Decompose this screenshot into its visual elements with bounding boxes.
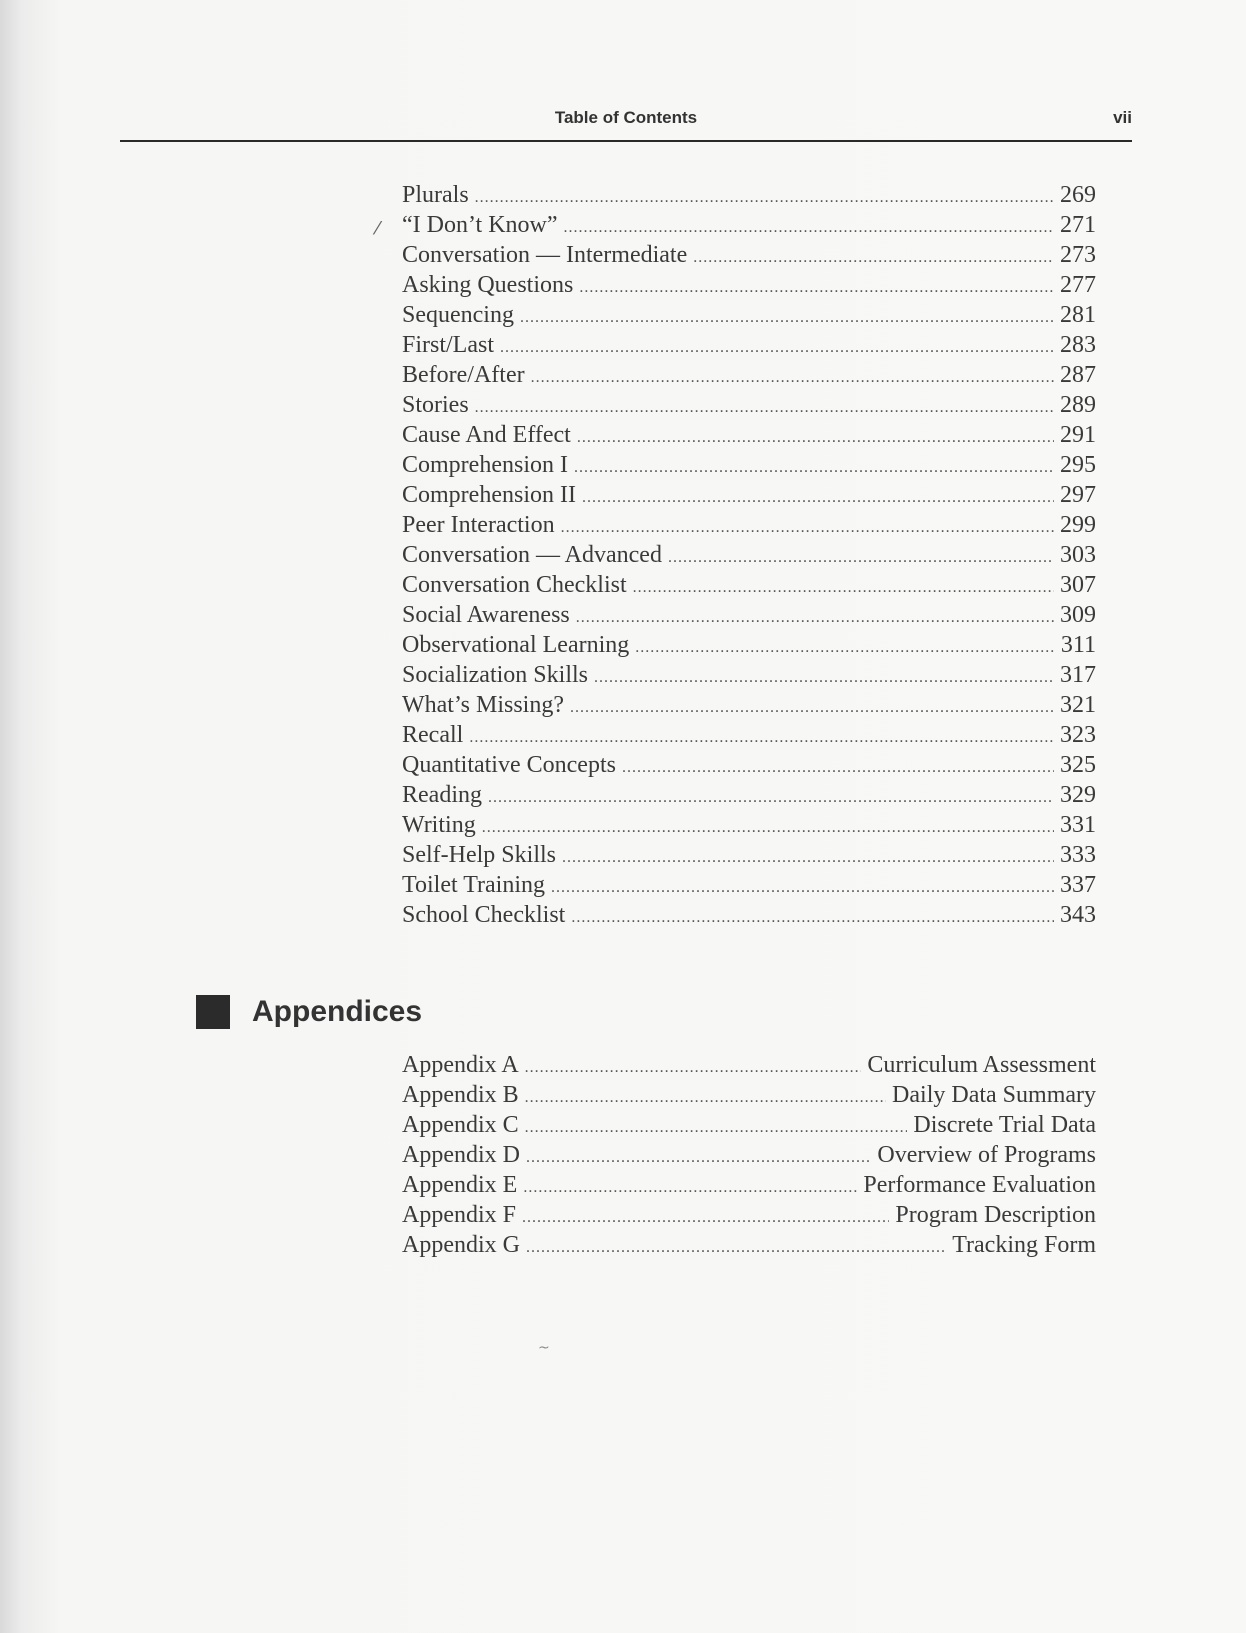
appendices-heading (196, 994, 422, 1030)
dot-leader (525, 1059, 862, 1077)
dot-leader (520, 309, 1054, 327)
appendix-label: Appendix E (402, 1172, 518, 1198)
toc-entry-title: Recall (402, 722, 464, 748)
dot-leader (500, 339, 1054, 357)
toc-entry-page: 321 (1060, 692, 1096, 718)
toc-entry-title: Stories (402, 392, 469, 418)
toc-entry (402, 842, 1096, 872)
dot-leader (482, 819, 1054, 837)
toc-entry-title: Sequencing (402, 302, 514, 328)
dot-leader (526, 1149, 871, 1167)
toc-entry-page: 277 (1060, 272, 1096, 298)
dot-leader (488, 789, 1054, 807)
toc-entry-page: 303 (1060, 542, 1096, 568)
toc-entry-title: Conversation Checklist (402, 572, 627, 598)
dot-leader (579, 279, 1054, 297)
toc-entry (402, 212, 1096, 242)
pencil-tick-mark: ⁄ (376, 218, 380, 239)
toc-entry (402, 752, 1096, 782)
dot-leader (574, 459, 1054, 477)
dot-leader (475, 189, 1054, 207)
toc-entry (402, 242, 1096, 272)
toc-entry-page: 273 (1060, 242, 1096, 268)
toc-entry-title: Comprehension II (402, 482, 576, 508)
toc-entry (402, 302, 1096, 332)
dot-leader (633, 579, 1054, 597)
toc-entry-page: 309 (1060, 602, 1096, 628)
toc-entry-page: 343 (1060, 902, 1096, 928)
appendix-label: Appendix A (402, 1052, 519, 1078)
toc-entry-page: 269 (1060, 182, 1096, 208)
toc-entry (402, 722, 1096, 752)
toc-entry (402, 272, 1096, 302)
toc-entry-title: Before/After (402, 362, 525, 388)
dot-leader (531, 369, 1054, 387)
dot-leader (551, 879, 1054, 897)
toc-entry (402, 182, 1096, 212)
dot-leader (525, 1119, 908, 1137)
dot-leader (523, 1179, 857, 1197)
toc-entry-page: 291 (1060, 422, 1096, 448)
dot-leader (571, 909, 1054, 927)
toc-entry (402, 812, 1096, 842)
toc-entry-title: Observational Learning (402, 632, 630, 658)
toc-entry-page: 307 (1060, 572, 1096, 598)
stray-mark: ~ (538, 1340, 550, 1356)
running-header (120, 106, 1132, 142)
toc-entry-page: 289 (1060, 392, 1096, 418)
dot-leader (564, 219, 1054, 237)
toc-entry-page: 337 (1060, 872, 1096, 898)
toc-entry-title: Socialization Skills (402, 662, 588, 688)
toc-entry-title: Reading (402, 782, 482, 808)
toc-entry-title: Conversation — Intermediate (402, 242, 688, 268)
dot-leader (693, 249, 1054, 267)
toc-entry-page: 325 (1060, 752, 1096, 778)
toc-entry-title: Peer Interaction (402, 512, 555, 538)
toc-entry (402, 482, 1096, 512)
appendix-label: Appendix B (402, 1082, 519, 1108)
toc-entry (402, 902, 1096, 932)
toc-entry-title: Cause And Effect (402, 422, 571, 448)
appendix-entry (402, 1082, 1096, 1112)
toc-entry (402, 452, 1096, 482)
appendix-label: Appendix C (402, 1112, 519, 1138)
appendix-label: Appendix D (402, 1142, 520, 1168)
dot-leader (577, 429, 1054, 447)
dot-leader (594, 669, 1054, 687)
section-bullet-square (196, 995, 230, 1029)
dot-leader (522, 1209, 889, 1227)
toc-entry (402, 422, 1096, 452)
toc-entry-page: 295 (1060, 452, 1096, 478)
header-title: Table of Contents (554, 108, 698, 127)
dot-leader (576, 609, 1054, 627)
toc-entry-page: 299 (1060, 512, 1096, 538)
dot-leader (562, 849, 1054, 867)
toc-entry-page: 317 (1060, 662, 1096, 688)
toc-entry-title: Asking Questions (402, 272, 574, 298)
toc-entry (402, 632, 1096, 662)
toc-entry-title: What’s Missing? (402, 692, 564, 718)
toc-entry-title: Self-Help Skills (402, 842, 556, 868)
toc-entry-page: 283 (1060, 332, 1096, 358)
dot-leader (570, 699, 1054, 717)
toc-list (402, 182, 1096, 932)
dot-leader (475, 399, 1054, 417)
toc-entry-title: “I Don’t Know” (402, 212, 558, 238)
appendix-entry (402, 1052, 1096, 1082)
toc-entry-page: 333 (1060, 842, 1096, 868)
toc-entry (402, 782, 1096, 812)
appendix-description: Tracking Form (952, 1232, 1096, 1258)
appendices-heading-text: Appendices (252, 995, 423, 1028)
toc-entry-title: Toilet Training (402, 872, 546, 898)
toc-entry (402, 692, 1096, 722)
toc-entry-title: Writing (402, 812, 476, 838)
appendix-entry (402, 1232, 1096, 1262)
toc-entry-page: 281 (1060, 302, 1096, 328)
toc-entry (402, 362, 1096, 392)
toc-entry-title: First/Last (402, 332, 495, 358)
toc-entry (402, 602, 1096, 632)
toc-entry-page: 329 (1060, 782, 1096, 808)
appendix-label: Appendix G (402, 1232, 520, 1258)
appendix-description: Overview of Programs (877, 1142, 1096, 1168)
appendix-label: Appendix F (402, 1202, 516, 1228)
toc-entry-page: 311 (1060, 632, 1096, 658)
toc-entry-title: Conversation — Advanced (402, 542, 662, 568)
toc-entry (402, 572, 1096, 602)
dot-leader (525, 1089, 886, 1107)
appendix-description: Curriculum Assessment (867, 1052, 1096, 1078)
toc-entry-title: Plurals (402, 182, 469, 208)
appendix-entry (402, 1202, 1096, 1232)
toc-entry (402, 872, 1096, 902)
toc-entry-page: 331 (1060, 812, 1096, 838)
appendix-description: Daily Data Summary (892, 1082, 1096, 1108)
appendix-description: Program Description (895, 1202, 1096, 1228)
toc-entry-page: 287 (1060, 362, 1096, 388)
appendix-entry (402, 1172, 1096, 1202)
dot-leader (668, 549, 1054, 567)
toc-entry (402, 542, 1096, 572)
dot-leader (635, 639, 1055, 657)
dot-leader (526, 1239, 946, 1257)
dot-leader (561, 519, 1054, 537)
dot-leader (469, 729, 1054, 747)
appendix-list (402, 1052, 1096, 1262)
toc-entry (402, 662, 1096, 692)
toc-entry-title: Comprehension I (402, 452, 568, 478)
toc-entry (402, 512, 1096, 542)
toc-entry-title: Quantitative Concepts (402, 752, 616, 778)
dot-leader (622, 759, 1054, 777)
appendix-description: Performance Evaluation (863, 1172, 1096, 1198)
toc-entry-page: 323 (1060, 722, 1096, 748)
dot-leader (582, 489, 1054, 507)
toc-entry-title: School Checklist (402, 902, 566, 928)
toc-entry (402, 392, 1096, 422)
header-page-number: vii (1113, 108, 1132, 127)
appendix-entry (402, 1142, 1096, 1172)
toc-entry (402, 332, 1096, 362)
appendix-description: Discrete Trial Data (913, 1112, 1096, 1138)
appendix-entry (402, 1112, 1096, 1142)
toc-entry-title: Social Awareness (402, 602, 570, 628)
toc-entry-page: 271 (1060, 212, 1096, 238)
toc-entry-page: 297 (1060, 482, 1096, 508)
